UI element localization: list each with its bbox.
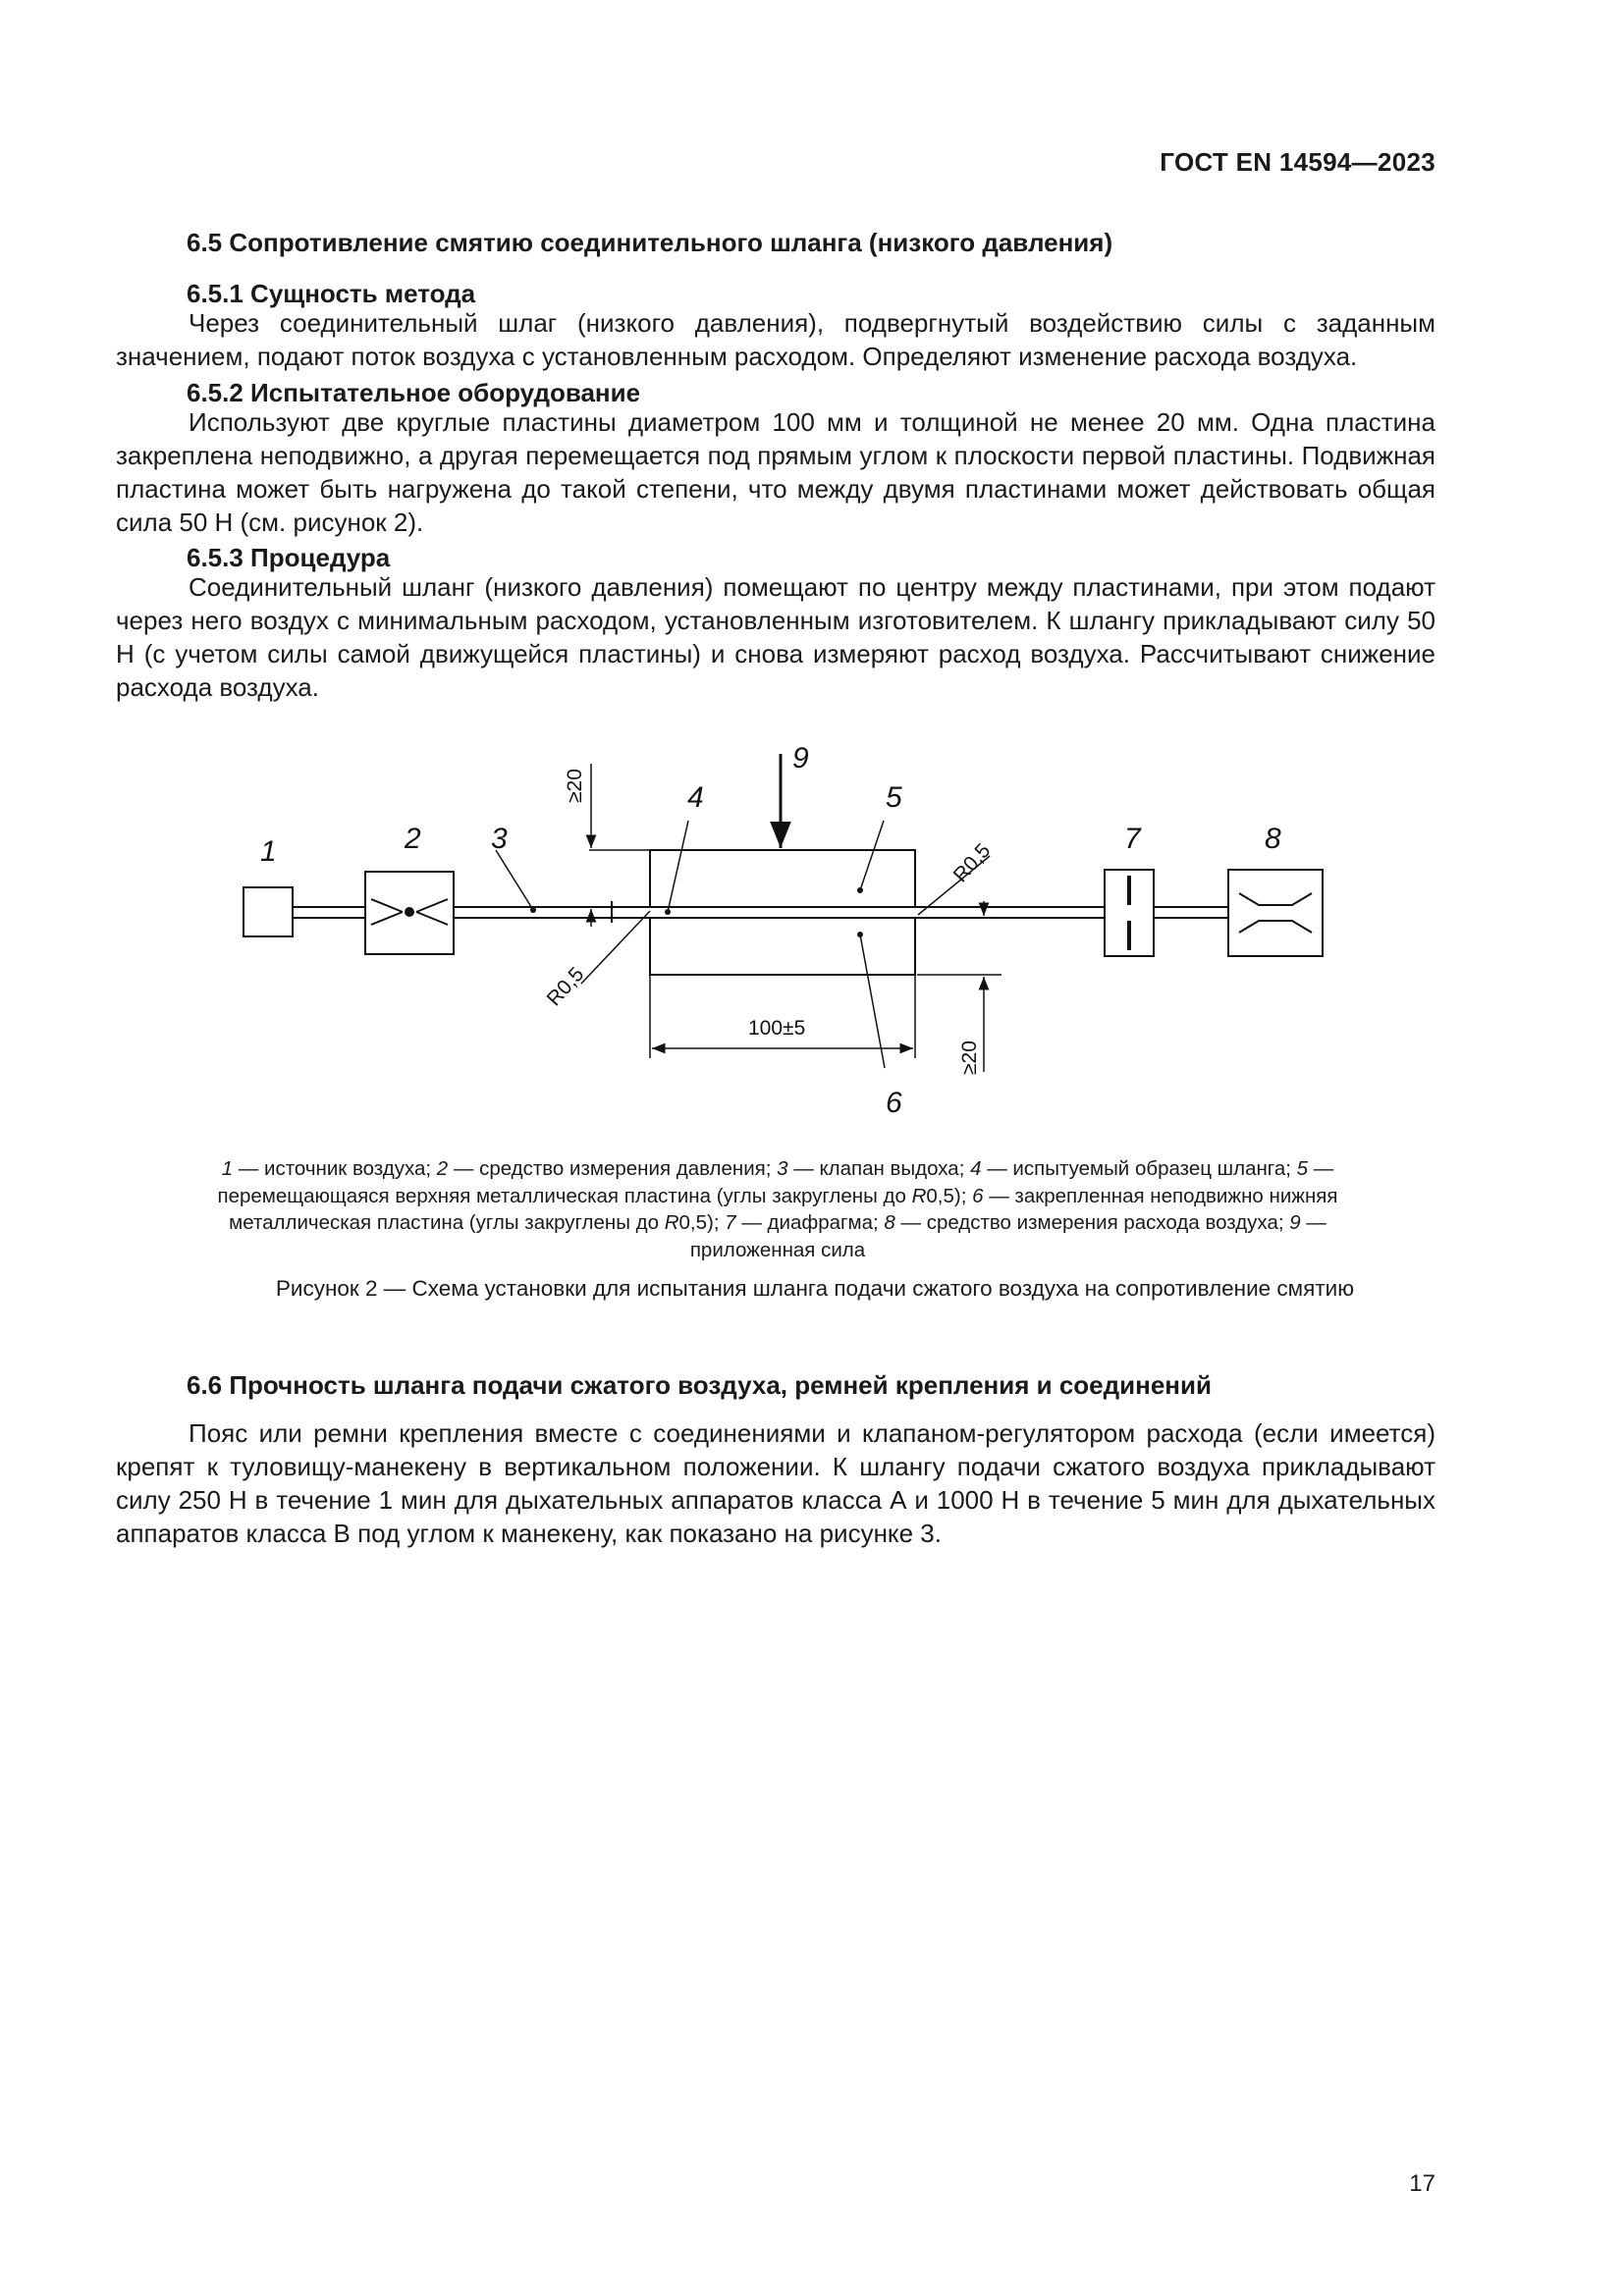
legend-text-4: — испытуемый образец шланга; — [981, 1157, 1291, 1180]
label-4: 4 — [687, 781, 704, 814]
upper-plate — [650, 850, 915, 907]
flow-meter-box — [1228, 870, 1323, 956]
section-6-5-2-title: 6.5.2 Испытательное оборудование — [187, 378, 641, 407]
legend-num-1: 1 — [221, 1157, 234, 1180]
legend-num-6: 6 — [972, 1184, 984, 1207]
page-number: 17 — [1409, 2170, 1435, 2197]
figure-caption: Рисунок 2 — Схема установки для испытания шланга подачи сжатого воздуха на сопротивление смятию — [275, 1276, 1355, 1301]
label-7: 7 — [1124, 823, 1141, 855]
legend-num-5: 5 — [1296, 1157, 1309, 1180]
legend-num-9: 9 — [1289, 1211, 1301, 1234]
dim-plate-length: 100±5 — [748, 1017, 806, 1040]
legend-text-7: — диафрагма; — [735, 1211, 885, 1234]
section-6-5-1-title: 6.5.1 Сущность метода — [187, 279, 476, 308]
legend-radius-r: R — [911, 1184, 927, 1207]
legend-text-9: — приложенная сила — [689, 1211, 1326, 1261]
legend-text-2: — средство измерения давления; — [448, 1157, 778, 1180]
lower-plate — [650, 918, 915, 975]
section-6-5-1-text: Через соединительный шлаг (низкого давления), подвергнутый воздействию силы с заданным значением, подают поток воздуха с установленным расходом. Определяют изменение расхода воздуха. — [116, 308, 1435, 371]
radius-left-label: R0,5 — [542, 962, 589, 1011]
label-2: 2 — [405, 823, 421, 855]
dim-top-thickness: ≥20 — [564, 769, 586, 803]
section-6-5-3-title: 6.5.3 Процедура — [187, 543, 391, 572]
label-3: 3 — [491, 823, 508, 855]
section-6-6-title: 6.6 Прочность шланга подачи сжатого воздуха, ремней крепления и соединений — [187, 1370, 1212, 1400]
air-source-box — [244, 887, 293, 936]
legend-num-4: 4 — [970, 1157, 982, 1180]
section-6-6-text: Пояс или ремни крепления вместе с соединениями и клапаном-регулятором расхода (если имеется) крепят к туловищу-манекену в вертикальном положении. К шлангу подачи сжатого воздуха прикладывают силу 250 Н в течение 1 мин для дыхательных аппаратов класса А и 1000 Н в течение 5 мин для дыхательных аппаратов класса В под углом к манекену, как показано на рисунке 3. — [116, 1418, 1435, 1548]
legend-num-7: 7 — [725, 1211, 736, 1234]
label-5: 5 — [886, 781, 902, 814]
label-6: 6 — [886, 1087, 902, 1119]
label-8: 8 — [1265, 823, 1281, 855]
legend-radius-value-2: 0,5); — [678, 1211, 726, 1234]
legend-text-5: — перемещающаяся верхняя металлическая пластина (углы закруглены до — [217, 1157, 1334, 1207]
label-9: 9 — [792, 742, 809, 774]
radius-right-label: R0,5 — [948, 838, 996, 887]
legend-num-8: 8 — [884, 1211, 895, 1234]
legend-num-2: 2 — [436, 1157, 449, 1180]
legend-num-3: 3 — [777, 1157, 788, 1180]
legend-radius-value: 0,5); — [926, 1184, 973, 1207]
document-code: ГОСТ EN 14594—2023 — [1160, 147, 1435, 177]
dim-bottom-thickness: ≥20 — [958, 1041, 981, 1075]
legend-text-1: — источник воздуха; — [233, 1157, 437, 1180]
section-6-5-title: 6.5 Сопротивление смятию соединительного шланга (низкого давления) — [187, 228, 1113, 257]
legend-text-8: — средство измерения расхода воздуха; — [894, 1211, 1290, 1234]
figure-legend — [177, 1155, 1379, 1263]
legend-radius-r-2: R — [664, 1211, 679, 1234]
section-6-5-3-text: Соединительный шланг (низкого давления) помещают по центру между пластинами, при этом подают через него воздух с минимальным расходом, установленным изготовителем. К шлангу прикладывают силу 50 Н (с учетом силы самой движущейся пластины) и снова измеряют расход воздуха. Рассчитывают снижение расхода воздуха. — [116, 572, 1435, 702]
legend-text-3: — клапан выдоха; — [787, 1157, 971, 1180]
label-1: 1 — [260, 835, 277, 868]
section-6-5-2-text: Используют две круглые пластины диаметром 100 мм и толщиной не менее 20 мм. Одна пластина закреплена неподвижно, а другая перемещается под прямым углом к плоскости первой пластины. Подвижная пластина может быть нагружена до такой степени, что между двумя пластинами может действовать общая сила 50 Н (см. рисунок 2). — [116, 407, 1435, 537]
legend-text-6: — закрепленная неподвижно нижняя металлическая пластина (углы закруглены до — [229, 1184, 1338, 1234]
